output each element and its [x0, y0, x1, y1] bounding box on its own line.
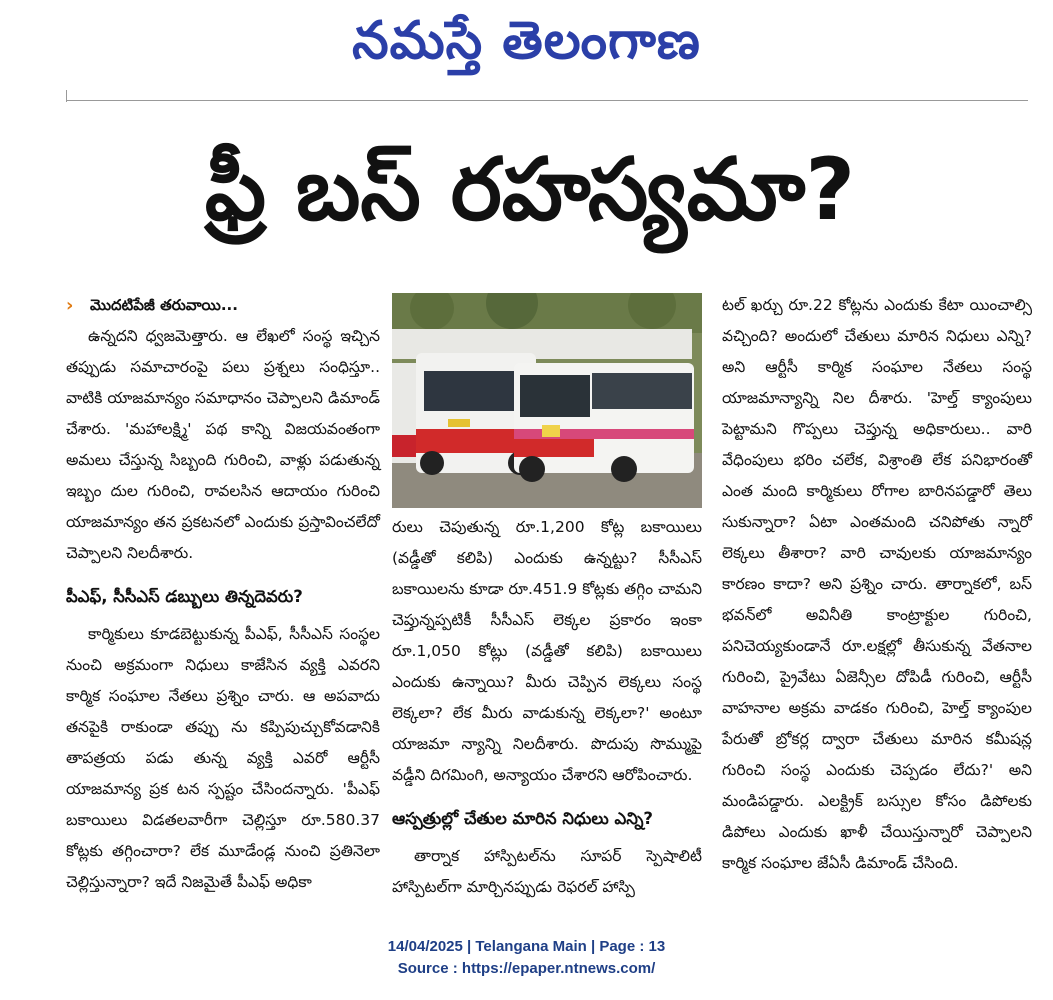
edition-info: 14/04/2025 | Telangana Main | Page : 13: [387, 938, 666, 955]
bus-depot-photo: [392, 293, 702, 508]
continued-from-front-page: [66, 290, 380, 321]
masthead-logo: నమస్తే తెలంగాణ: [352, 11, 701, 71]
headline: ఫ్రీ బస్ రహస్యమా?: [204, 140, 856, 240]
bus-photo-illustration: [392, 293, 702, 508]
subheading: ఆస్పత్రుల్లో చేతుల మారిన నిధులు ఎన్ని?: [392, 809, 653, 828]
article-column-1: [66, 290, 380, 898]
subheading: పీఎఫ్, సీసీఎస్ డబ్బులు తిన్నదెవరు?: [66, 587, 303, 606]
source-link[interactable]: Source : https://epaper.ntnews.com/: [397, 960, 656, 977]
paragraph: ఉన్నదని ధ్వజమెత్తారు. ఆ లేఖలో సంస్థ ఇచ్చిన తప్పుడు సమాచారంపై పలు ప్రశ్నలు సంధిస్తూ.. వాటికి యాజమాన్యం సమాధానం చెప్పాలని డిమాండ్ చేశారు. 'మహాలక్ష్మి' పథ కాన్ని విజయవంతంగా అమలు చేస్తున్న సిబ్బంది గురించి, వాళ్లు పడుతున్న ఇబ్బం దుల గురించి, రావలసిన ఆదాయం గురించి యాజమాన్యం తన ప్రకటనలో ఎందుకు ప్రస్తావించలేదో చెప్పాలని నిలదీశారు.: [66, 327, 380, 562]
paragraph: టల్ ఖర్చు రూ.22 కోట్లను ఎందుకు కేటా యించాల్సి వచ్చింది? అందులో చేతులు మారిన నిధులు ఎన్ని? అని ఆర్టీసీ కార్మిక సంఘాల నేతలు సంస్థ యాజమాన్యాన్ని నిల దీశారు. 'హెల్త్ క్యాంపులు పెట్టామని గొప్పలు చెప్తున్న అధికారులు.. వారి వేధింపులు భరిం చలేక, విశ్రాంతి లేక పనిభారంతో ఎంత మంది కార్మికులు రోగాల బారినపడ్డారో తెలు సుకున్నారా? ఏటా ఎంతమంది చనిపోతు న్నారో లెక్కలు తీశారా? వారి చావులకు యాజమాన్యం కారణం కాదా? అని ప్రశ్నిం చారు. తార్నాకలో, బస్ భవన్‌లో అవినీతి కాంట్రాక్టుల గురించి, పనిచెయ్యకుండానే రూ.లక్షల్లో తీసుకున్న వేతనాల గురించి, ప్రైవేటు ఏజెన్సీల దోపిడీ గురించి, ఆర్టీసీ వాహనాల అక్రమ వాడకం గురించి, హెల్త్ క్యాంపుల పేరుతో బ్రోకర్ల ద్వారా చేతులు మారిన కమీషన్ల గురించి సంస్థ ఎందుకు చెప్పడం లేదు?' అని మండిపడ్డారు. ఎలక్ట్రిక్ బస్సుల కోసం డిపోలకు డిపోలు ఎందుకు ఖాళీ చేయిస్తున్నారో చెప్పాలని కార్మిక సంఘాల జేఏసీ డిమాండ్ చేసింది.: [722, 296, 1032, 872]
article-column-2: [392, 512, 702, 903]
article-column-3: [722, 290, 1032, 879]
header-rule: [66, 100, 1028, 101]
chevron-right-icon: ›: [66, 295, 74, 316]
page-footer: [0, 936, 1053, 980]
paragraph: కార్మికులు కూడబెట్టుకున్న పీఎఫ్, సీసీఎస్ సంస్థల నుంచి అక్రమంగా నిధులు కాజేసిన వ్యక్తి ఎవరని కార్మిక సంఘాల నేతలు ప్రశ్నిం చారు. ఆ అపవాదు తనపైకి రాకుండా తప్పు ను కప్పిపుచ్చుకోవడానికి తాపత్రయ పడు తున్న వ్యక్తి ఎవరో ఆర్టీసీ యాజమాన్య ప్రక టన స్పష్టం చేసిందన్నారు. 'పీఎఫ్ బకాయిలు విడతలవారీగా చెల్లిస్తూ రూ.580.37 కోట్లకు తగ్గించారా? లేక మూడేండ్ల నుంచి ప్రతినెలా చెల్లిస్తున్నారా? ఇదే నిజమైతే పీఎఫ్ అధికా: [66, 625, 380, 891]
paragraph: తార్నాక హాస్పిటల్‌ను సూపర్ స్పెషాలిటీ హాస్పిటల్‌గా మార్చినప్పుడు రెఫరల్ హాస్పి: [392, 847, 702, 896]
paragraph: రులు చెపుతున్న రూ.1,200 కోట్ల బకాయిలు (వడ్డీతో కలిపి) ఎందుకు ఉన్నట్టు? సీసీఎస్ బకాయిలను కూడా రూ.451.9 కోట్లకు తగ్గిం చామని చెప్తున్నప్పటికీ సీసీఎస్ లెక్కల ప్రకారం ఇంకా రూ.1,050 కోట్లు (వడ్డీతో కలిపి) బకాయిలు ఎందుకు ఉన్నాయి? మీరు చెప్పిన లెక్కలు సంస్థ లెక్కలా? లేక మీరు వాడుకున్న లెక్కలా?' అంటూ యాజమా న్యాన్ని నిలదీశారు. పొదుపు సొమ్ముపై వడ్డీని దిగమింగి, అన్యాయం చేశారని ఆరోపించారు.: [392, 518, 702, 784]
continued-label: మొదటిపేజీ తరువాయి...: [90, 296, 238, 314]
